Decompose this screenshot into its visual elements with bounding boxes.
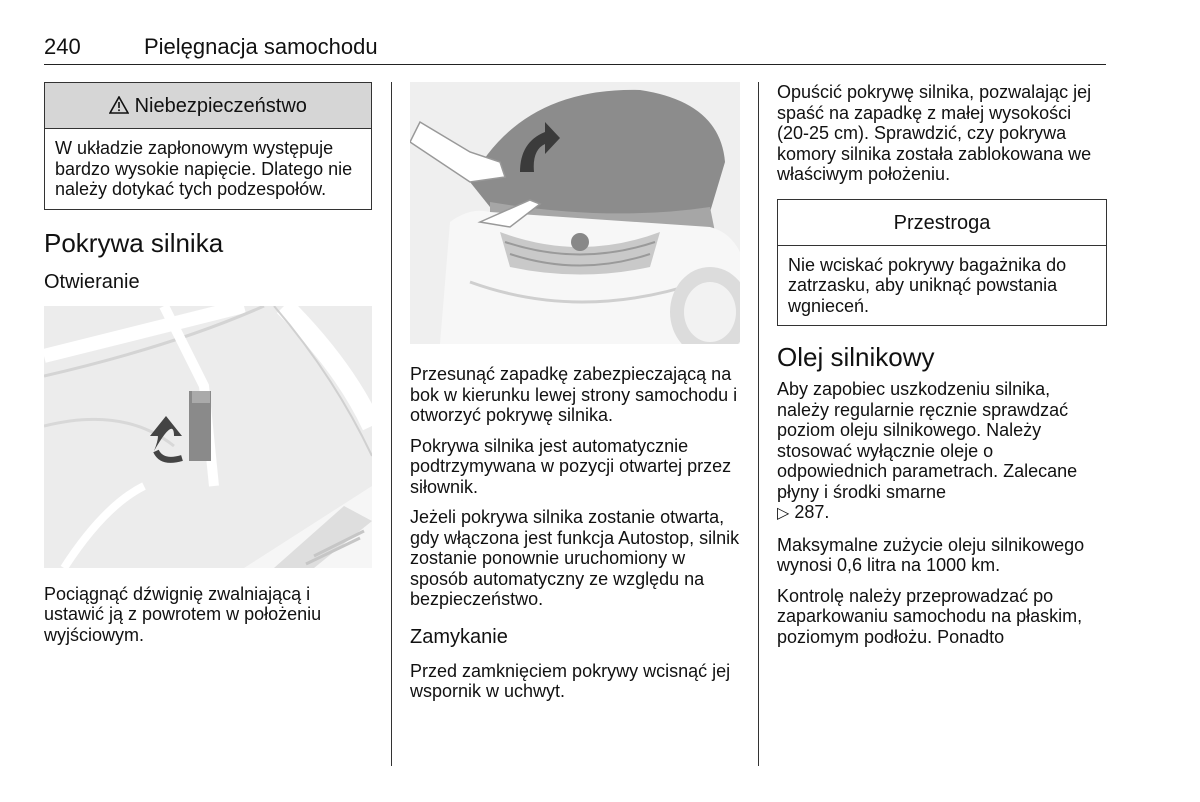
section-heading-hood: Pokrywa silnika — [44, 227, 224, 258]
col2-paragraph-3: Jeżeli pokrywa silnika zostanie otwarta, gdy włączona jest funkcja Autostop, silnik zostanie ponownie uruchomiony w sposób automatyczny ze względu na bezpieczeństwo. — [410, 507, 740, 609]
col2-paragraph-2: Pokrywa silnika jest automatycznie podtrzymywana w pozycji otwartej przez siłownik. — [410, 435, 732, 497]
page-header — [44, 34, 1106, 65]
caution-box — [777, 199, 1107, 327]
column-divider — [758, 82, 759, 766]
arrow-reference-icon: ▷ — [777, 505, 790, 522]
col3-paragraph-2-text: Aby zapobiec uszkodzeniu silnika, należy regularnie ręcznie sprawdzać poziom oleju silnikowego. Należy stosować wyłącznie oleje o odpowiednich parametrach. Zalecane płyny i środki smarne — [777, 379, 1078, 502]
column-divider — [391, 82, 392, 766]
page-reference[interactable]: 287. — [794, 502, 830, 522]
col3-paragraph-4: Kontrolę należy przeprowadzać po zaparkowaniu samochodu na płaskim, poziomym podłożu. Ponadto — [777, 585, 1083, 647]
col2-paragraph-4: Przed zamknięciem pokrywy wcisnąć jej wspornik w uchwyt. — [410, 660, 731, 701]
danger-box — [44, 82, 372, 210]
hood-opening-illustration — [410, 82, 740, 344]
danger-box-header — [45, 83, 371, 129]
danger-box-text: W układzie zapłonowym występuje bardzo wysokie napięcie. Dlatego nie należy dotykać tych podzespołów. — [55, 138, 353, 199]
page-number: 240 — [44, 34, 81, 59]
column-3 — [777, 82, 1107, 657]
caution-box-text: Nie wciskać pokrywy bagażnika do zatrzasku, aby uniknąć powstania wgnieceń. — [788, 254, 1067, 316]
column-1 — [44, 82, 372, 655]
col3-paragraph-1: Opuścić pokrywę silnika, pozwalając jej spaść na zapadkę z małej wysokości (20-25 cm). Sprawdzić, czy pokrywa komory silnika została zablokowana we właściwym położeniu. — [777, 82, 1092, 184]
col3-paragraph-3: Maksymalne zużycie oleju silnikowego wynosi 0,6 litra na 1000 km. — [777, 534, 1085, 575]
caution-box-title: Przestroga — [778, 200, 1106, 246]
subheading-opening: Otwieranie — [44, 270, 140, 293]
column-2 — [410, 82, 740, 712]
col2-paragraph-1: Przesunąć zapadkę zabezpieczającą na bok w kierunku lewej strony samochodu i otworzyć pokrywę silnika. — [410, 364, 738, 425]
warning-triangle-icon — [109, 95, 135, 117]
hood-release-instruction: Pociągnąć dźwignię zwalniającą i ustawić ją z powrotem w położeniu wyjściowym. — [44, 583, 322, 645]
subheading-closing: Zamykanie — [410, 625, 508, 648]
section-heading-engine-oil: Olej silnikowy — [777, 342, 935, 372]
danger-box-title: Niebezpieczeństwo — [134, 95, 307, 117]
page-title: Pielęgnacja samochodu — [144, 34, 378, 59]
col3-paragraph-2 — [777, 379, 1107, 525]
hood-release-lever-illustration — [44, 306, 372, 568]
